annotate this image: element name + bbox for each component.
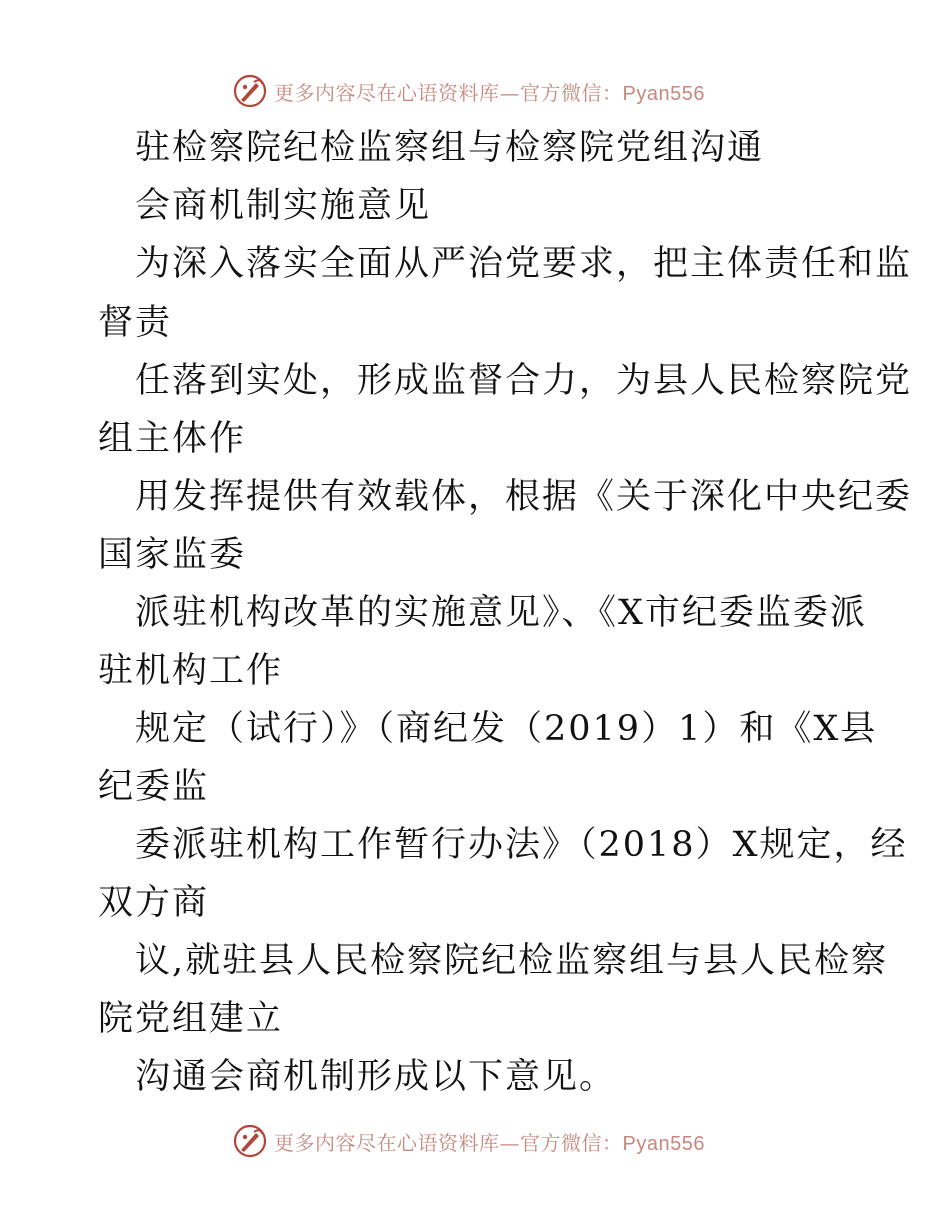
quill-pen-circle-icon <box>232 1123 268 1159</box>
watermark-text: 更多内容尽在心语资料库—官方微信： <box>274 1130 623 1155</box>
paragraph-line: 为深入落实全面从严治党要求，把主体责任和监 <box>135 244 913 284</box>
quill-pen-circle-icon <box>232 73 268 109</box>
paragraph-line: 委派驻机构工作暂行办法》（2018）X规定，经 <box>135 825 908 865</box>
paragraph-line: 驻机构工作 <box>98 651 284 691</box>
watermark-wechat-id: Pyan556 <box>622 1132 705 1155</box>
document-title-line-2: 会商机制实施意见 <box>135 186 432 226</box>
paragraph-line: 国家监委 <box>98 535 247 575</box>
document-title-line-1: 驻检察院纪检监察组与检察院党组沟通 <box>135 128 765 168</box>
paragraph-line: 沟通会商机制形成以下意见。 <box>135 1057 617 1097</box>
paragraph-line: 派驻机构改革的实施意见》、《X市纪委监委派 <box>135 593 867 633</box>
paragraph-line: 规定（试行）》（商纪发（2019）1）和《X县 <box>135 709 878 749</box>
paragraph-line: 议,就驻县人民检察院纪检监察组与县人民检察 <box>135 941 889 981</box>
paragraph-line: 双方商 <box>98 883 210 923</box>
watermark-label <box>274 77 705 106</box>
paragraph-line: 任落到实处，形成监督合力，为县人民检察院党 <box>135 361 913 401</box>
paragraph-line: 用发挥提供有效载体，根据《关于深化中央纪委 <box>135 477 913 517</box>
watermark-footer <box>232 1121 705 1161</box>
watermark-label <box>274 1127 705 1156</box>
paragraph-line: 纪委监 <box>98 767 210 807</box>
watermark-text: 更多内容尽在心语资料库—官方微信： <box>274 80 623 105</box>
watermark-wechat-id: Pyan556 <box>622 82 705 105</box>
paragraph-line: 督责 <box>98 303 173 343</box>
paragraph-line: 组主体作 <box>98 419 247 459</box>
watermark-header <box>232 71 705 111</box>
paragraph-line: 院党组建立 <box>98 999 284 1039</box>
